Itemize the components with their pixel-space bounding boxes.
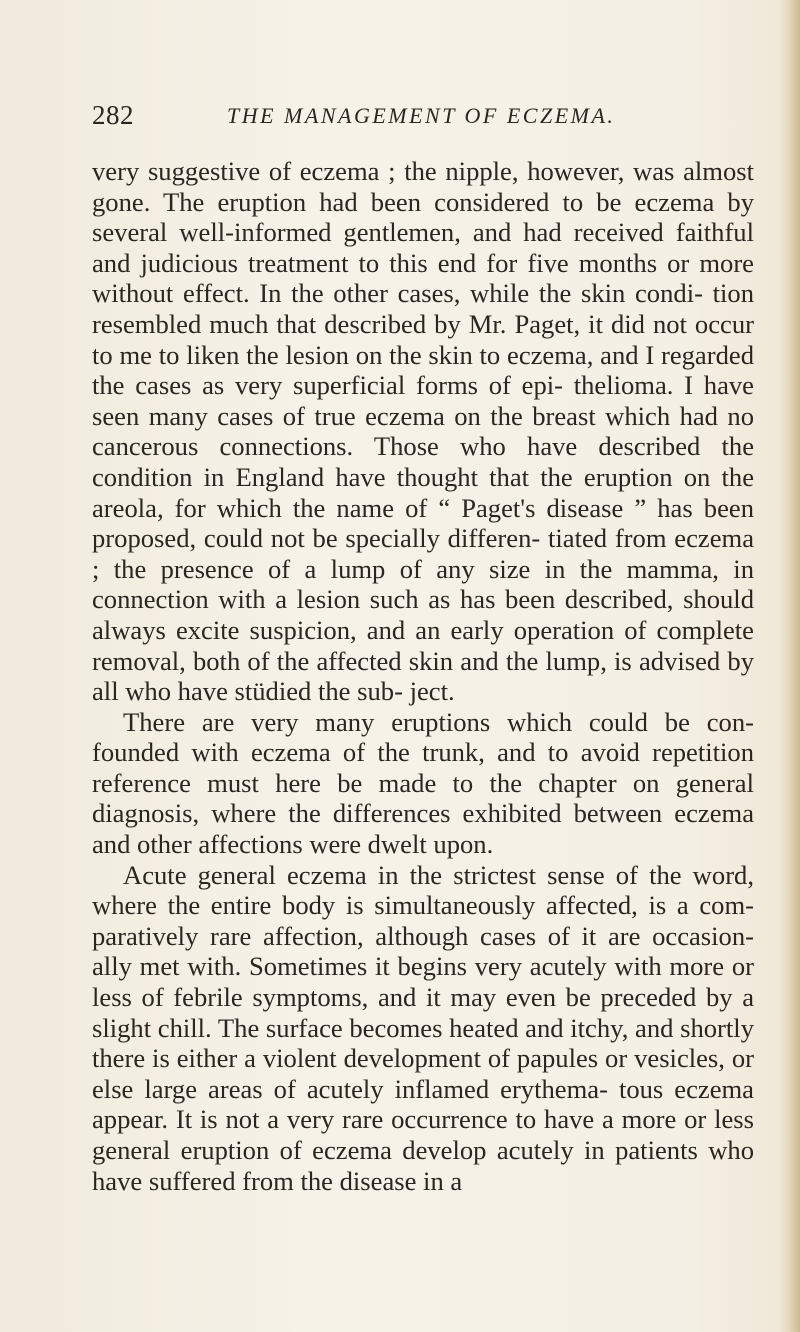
- page-number: 282: [92, 100, 134, 130]
- paragraph-continued: very suggestive of eczema ; the nipple, however, was almost gone. The eruption had been considered to be eczema by several well-informed gentlemen, and had received faithful and judicious treatment to this end for five months or more without effect. In the other cases, while the skin condi- tion resembled much that described by Mr. Paget, it did not occur to me to liken the lesion on the skin to eczema, and I regarded the cases as very superficial forms of epi- thelioma. I have seen many cases of true eczema on the breast which had no cancerous connections. Those who have described the condition in England have thought that the eruption on the areola, for which the name of “ Paget's disease ” has been proposed, could not be specially differen- tiated from eczema ; the presence of a lump of any size in the mamma, in connection with a lesion such as has been described, should always excite suspicion, and an early operation of complete removal, both of the affected skin and the lump, is advised by all who have stüdied the sub- ject.: [92, 156, 754, 707]
- page-edge-shadow: [778, 0, 800, 1332]
- paragraph-trunk-eruptions: There are very many eruptions which could be con- founded with eczema of the trunk, and to avoid repetition reference must here be made to the chapter on general diagnosis, where the differences exhibited between eczema and other affections were dwelt upon.: [92, 706, 754, 860]
- paragraph-acute-general-eczema: Acute general eczema in the strictest sense of the word, where the entire body is simultaneously affected, is a com- paratively rare affection, although cases of it are occasion- ally met with. Sometimes it begins very acutely with more or less of febrile symptoms, and it may even be preceded by a slight chill. The surface becomes heated and itchy, and shortly there is either a violent development of papules or vesicles, or else large areas of acutely inflamed erythema- tous eczema appear. It is not a very rare occurrence to have a more or less general eruption of eczema develop acutely in patients who have suffered from the disease in a: [92, 859, 754, 1196]
- body-text: [92, 156, 754, 1196]
- page-header: [92, 100, 752, 134]
- running-title: THE MANAGEMENT OF ECZEMA.: [227, 103, 616, 128]
